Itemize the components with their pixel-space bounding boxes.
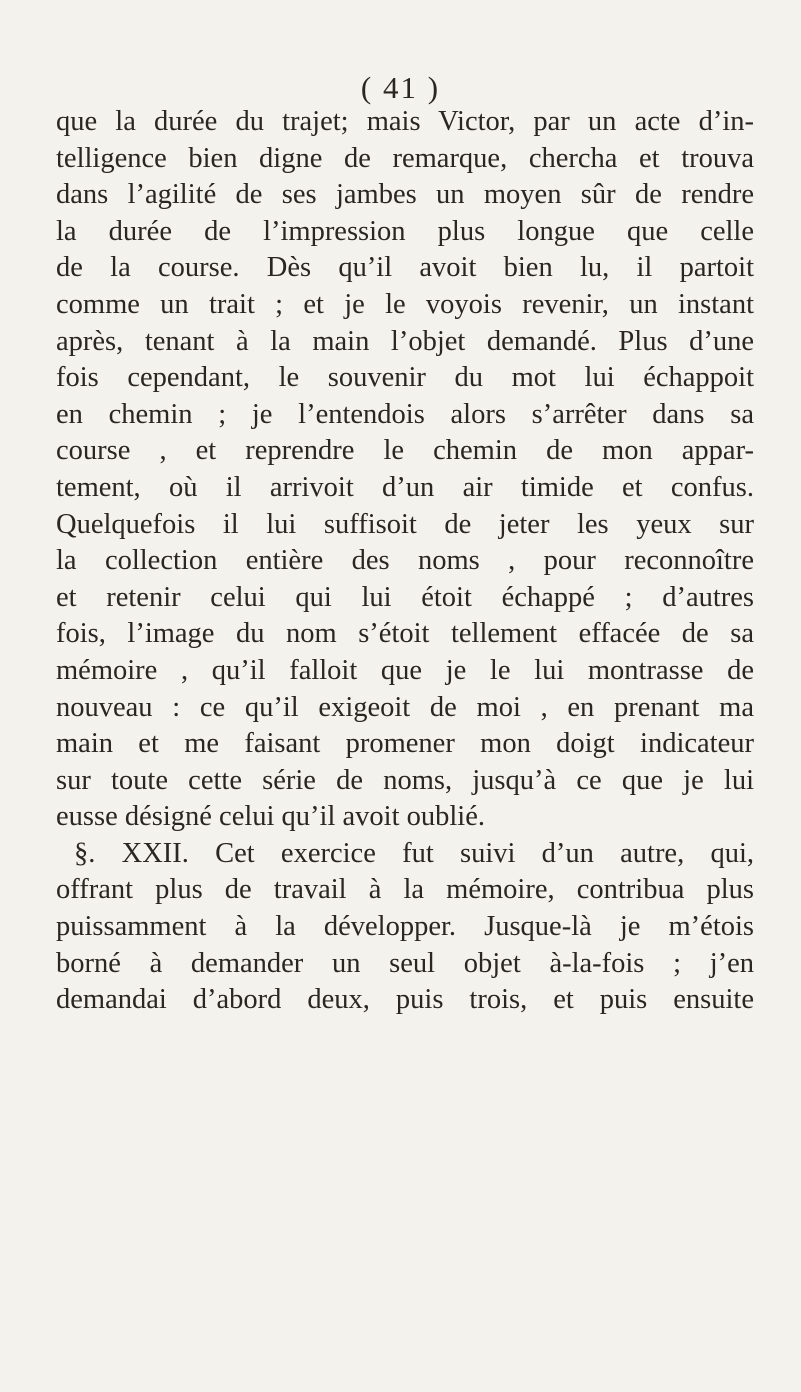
text-line: puissamment à la développer. Jusque-là je m’étois [56, 911, 754, 943]
text-line: tement, où il arrivoit d’un air timide et confus. [56, 471, 754, 503]
text-line: mémoire , qu’il falloit que je le lui montrasse de [56, 654, 754, 686]
text-line: main et me faisant promener mon doigt indicateur [56, 728, 754, 760]
text-line: que la durée du trajet; mais Victor, par un acte d’in- [56, 106, 754, 137]
text-line: en chemin ; je l’entendois alors s’arrêter dans sa [56, 398, 754, 430]
text-line: telligence bien digne de remarque, chercha et trouva [56, 142, 754, 174]
text-line: la durée de l’impression plus longue que celle [56, 215, 754, 247]
text-line: Quelquefois il lui suffisoit de jeter les yeux sur [56, 508, 754, 540]
text-line: course , et reprendre le chemin de mon appar- [56, 435, 754, 467]
text-line: eusse désigné celui qu’il avoit oublié. [56, 801, 485, 833]
page-number: ( 41 ) [360, 70, 441, 105]
text-line: demandai d’abord deux, puis trois, et puis ensuite [56, 984, 754, 1016]
text-line: fois cependant, le souvenir du mot lui échappoit [56, 362, 754, 394]
text-line: sur toute cette série de noms, jusqu’à ce que je lui [56, 764, 754, 796]
text-line: après, tenant à la main l’objet demandé. Plus d’une [56, 325, 754, 357]
text-line: borné à demander un seul objet à-la-fois ; j’en [56, 947, 754, 979]
text-line: dans l’agilité de ses jambes un moyen sûr de rendre [56, 179, 754, 211]
text-line: comme un trait ; et je le voyois revenir, un instant [56, 288, 754, 320]
section-heading-line: §. XXII. Cet exercice fut suivi d’un autre, qui, [74, 837, 754, 869]
text-line: fois, l’image du nom s’étoit tellement effacée de sa [56, 618, 754, 650]
text-line: de la course. Dès qu’il avoit bien lu, il partoit [56, 252, 754, 284]
text-line: offrant plus de travail à la mémoire, contribua plus [56, 874, 754, 906]
text-line: nouveau : ce qu’il exigeoit de moi , en prenant ma [56, 691, 754, 723]
text-line: et retenir celui qui lui étoit échappé ; d’autres [56, 581, 754, 613]
body-text [56, 104, 754, 1019]
text-line: la collection entière des noms , pour reconnoître [56, 545, 754, 577]
